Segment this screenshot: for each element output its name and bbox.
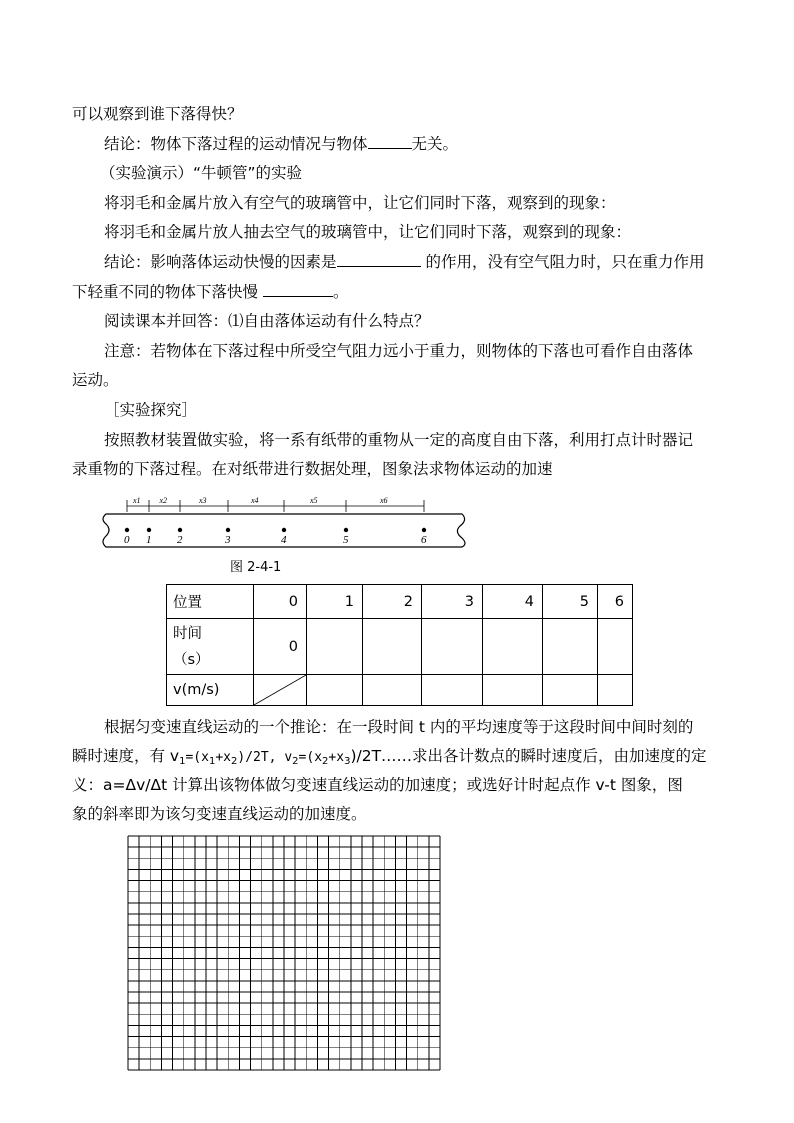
paragraph-reading-question: 阅读课本并回答：⑴自由落体运动有什么特点？ xyxy=(104,312,430,330)
tape-point-label: 0 xyxy=(124,534,130,546)
tape-dot xyxy=(125,528,129,532)
table-cell: 0 xyxy=(254,619,307,675)
paper-tape-figure xyxy=(100,492,470,556)
paragraph-inference: 根据匀变速直线运动的一个推论：在一段时间 t 内的平均速度等于这段时间中间时刻的 xyxy=(104,718,694,736)
table-cell[interactable] xyxy=(363,619,422,675)
tape-dot xyxy=(178,528,182,532)
paragraph-formula: 瞬时速度，有 $v_1=(x_1+x_2)/2T$, $v_2=(x_2+x_3)/2T\dots\dots$求出各计数点的瞬时速度后，由加速度的定 xyxy=(72,747,707,767)
graph-grid[interactable] xyxy=(126,834,442,1072)
tape-segment-label: x5 xyxy=(310,496,318,505)
paragraph-slope: 象的斜率即为该匀变速直线运动的加速度。 xyxy=(72,805,367,823)
table-cell: 5 xyxy=(543,585,598,619)
table-cell: 3 xyxy=(422,585,483,619)
paragraph-experiment-cont: 录重物的下落过程。在对纸带进行数据处理，图象法求物体运动的加速 xyxy=(72,460,553,478)
paragraph-note: 注意：若物体在下落过程中所受空气阻力远小于重力，则物体的下落也可看作自由落体 xyxy=(104,342,694,360)
table-diagonal-cell xyxy=(254,675,307,706)
table-cell[interactable] xyxy=(363,675,422,706)
figure-caption: 图 2-4-1 xyxy=(230,560,282,575)
tape-segment-label: x1 xyxy=(133,496,141,505)
tape-dot xyxy=(422,528,426,532)
table-cell[interactable] xyxy=(598,675,633,706)
table-cell[interactable] xyxy=(422,619,483,675)
tape-point-label: 4 xyxy=(281,534,287,546)
paragraph-conclusion-2-cont: 下轻重不同的物体下落快慢 。 xyxy=(72,283,349,301)
paragraph-acceleration: 义：a=Δv/Δt 计算出该物体做匀变速直线运动的加速度；或选好计时起点作 v-t 图象，图 xyxy=(72,776,683,794)
paragraph-conclusion-2: 结论：影响落体运动快慢的因素是 的作用，没有空气阻力时，只在重力作用 xyxy=(104,253,705,271)
data-table xyxy=(166,584,633,706)
answer-blank[interactable] xyxy=(337,252,421,267)
paragraph-question: 可以观察到谁下落得快？ xyxy=(72,105,243,123)
tape-segment-label: x6 xyxy=(380,496,388,505)
table-cell[interactable] xyxy=(422,675,483,706)
paragraph-conclusion-1: 结论：物体下落过程的运动情况与物体 无关。 xyxy=(104,135,459,153)
tape-dot xyxy=(147,528,151,532)
table-cell: 2 xyxy=(363,585,422,619)
table-cell[interactable] xyxy=(307,619,363,675)
table-row xyxy=(167,585,633,619)
tape-point-label: 3 xyxy=(225,534,231,546)
table-cell: 4 xyxy=(483,585,543,619)
table-row xyxy=(167,619,633,675)
tape-segment-label: x3 xyxy=(199,496,207,505)
answer-blank[interactable] xyxy=(368,134,412,149)
table-cell: 0 xyxy=(254,585,307,619)
table-cell[interactable] xyxy=(543,619,598,675)
paragraph-experiment-title: ［实验探究］ xyxy=(104,401,198,419)
tape-dot xyxy=(226,528,230,532)
tape-point-label: 5 xyxy=(343,534,349,546)
tape-segment-label: x4 xyxy=(251,496,259,505)
paragraph-demo-title: （实验演示）“牛顿管”的实验 xyxy=(100,164,303,182)
table-cell: 6 xyxy=(598,585,633,619)
table-cell[interactable] xyxy=(307,675,363,706)
table-header-time: 时间 （s） xyxy=(167,619,254,675)
paragraph-experiment: 按照教材装置做实验，将一系有纸带的重物从一定的高度自由下落，利用打点计时器记 xyxy=(104,431,694,449)
tape-point-label: 1 xyxy=(146,534,152,546)
table-cell[interactable] xyxy=(483,675,543,706)
table-header-position: 位置 xyxy=(167,585,254,619)
table-row xyxy=(167,675,633,706)
table-cell[interactable] xyxy=(543,675,598,706)
tape-dot xyxy=(282,528,286,532)
tape-segment-label: x2 xyxy=(159,496,168,505)
table-cell: 1 xyxy=(307,585,363,619)
paragraph-vacuum: 将羽毛和金属片放人抽去空气的玻璃管中，让它们同时下落，观察到的现象： xyxy=(104,223,632,241)
tape-point-label: 2 xyxy=(177,534,183,546)
paragraph-with-air: 将羽毛和金属片放入有空气的玻璃管中，让它们同时下落，观察到的现象： xyxy=(104,194,616,212)
table-cell[interactable] xyxy=(598,619,633,675)
tape-point-label: 6 xyxy=(421,534,427,546)
table-header-velocity: v(m/s) xyxy=(167,675,254,706)
answer-blank[interactable] xyxy=(263,282,333,297)
paragraph-note-cont: 运动。 xyxy=(72,371,119,389)
table-cell[interactable] xyxy=(483,619,543,675)
tape-dot xyxy=(344,528,348,532)
